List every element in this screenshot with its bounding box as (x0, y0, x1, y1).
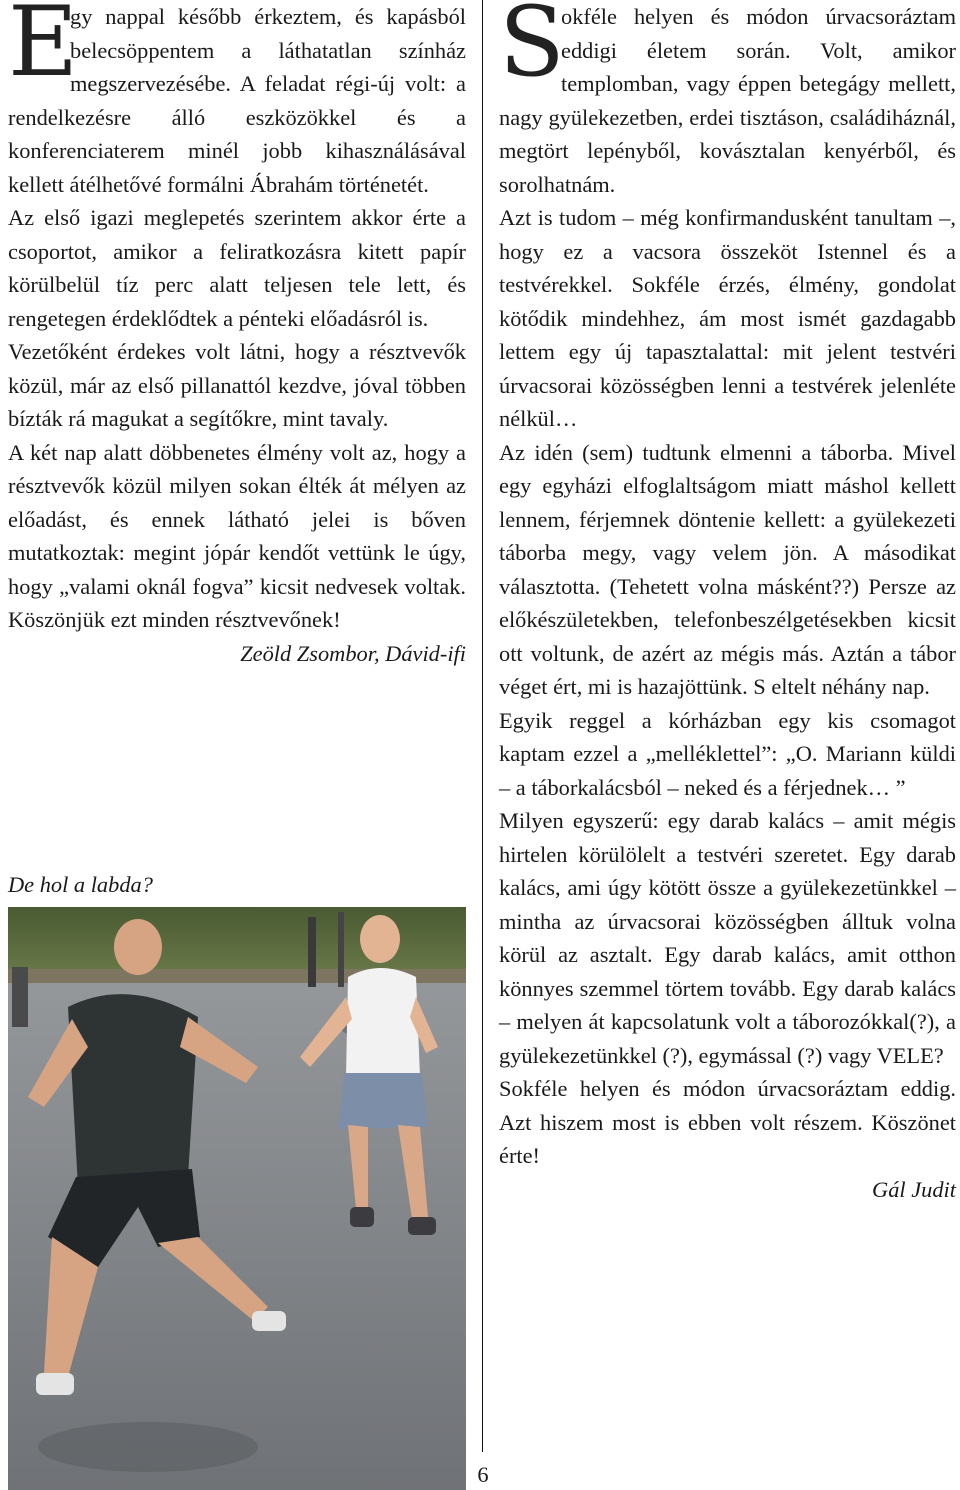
column-divider (482, 0, 483, 1452)
left-paragraph-4: A két nap alatt döbbenetes élmény volt az, hogy a résztvevők közül milyen sokan élték át mélyen az előadást, és ennek látható jelei is bőven mutatkoztak: megint jópár kendőt vettünk le úgy, hogy „valami oknál fogva” kicsit nedvesek voltak. Köszönjük ezt minden résztvevőnek! (8, 439, 466, 632)
right-paragraph-4: Egyik reggel a kórházban egy kis csomagot kaptam ezzel a „melléklettel”: „O. Mariann küldi – a táborkalácsból – neked és a férjednek… ” (499, 707, 956, 800)
right-signature: Gál Judit (872, 1176, 956, 1202)
drop-cap-left: E (8, 0, 79, 98)
left-paragraph-3: Vezetőként érdekes volt látni, hogy a résztvevők közül, már az első pillanattól kezdve, jóval többen bízták rá magukat a segítőkre, mint tavaly. (8, 339, 466, 431)
left-article (8, 0, 466, 670)
right-paragraph-3: Az idén (sem) tudtunk elmenni a táborba. Mivel egy egyházi elfoglaltságom miatt máshol kellett lennem, férjemnek döntenie kellett: a gyülekezeti táborba megy, vagy velem jön. A másodikat választotta. (Tehetett volna másként??) Persze az előkészületekben, telefonbeszélgetésekben kicsit ott voltunk, de azért az mégis más. Aztán a tábor véget ért, mi is hazajöttünk. S eltelt néhány nap. (499, 439, 956, 699)
left-paragraph-1: gy nappal később érkeztem, és kapásból belecsöppentem a láthatatlan színház megszervezésébe. A feladat régi-új volt: a rendelkezésre álló eszközökkel és a konferenciaterem minél jobb kihasználásával kellett átélhetővé formálni Ábrahám történetét. (8, 4, 466, 197)
page-number: 6 (477, 1462, 489, 1487)
football-photo (8, 907, 466, 1490)
drop-cap-right: S (499, 0, 565, 98)
photo-caption: De hol a labda? (8, 872, 153, 897)
left-signature: Zeöld Zsombor, Dávid-ifi (240, 640, 466, 666)
right-paragraph-1: okféle helyen és módon úrvacsoráztam eddigi életem során. Volt, amikor templomban, vagy éppen betegágy mellett, nagy gyülekezetben, erdei tisztáson, családiháznál, megtört lepényből, kovásztalan kenyérből, és sorolhatnám. (499, 4, 956, 197)
right-paragraph-5: Milyen egyszerű: egy darab kalács – amit mégis hirtelen körülölelt a testvéri szeretet. Egy darab kalács, ami úgy kötött össze a gyülekezetünkkel – mintha az úrvacsorai közösségben álltuk volna körül az asztalt. Egy darab kalács, amit otthon könnyes szemmel törtem tovább. Egy darab kalács – melyen át kapcsolatunk volt a táborozókkal(?), a gyülekezetünkkel (?), egymással (?) vagy VELE? (499, 808, 956, 1068)
right-paragraph-6: Sokféle helyen és módon úrvacsoráztam eddig. Azt hiszem most is ebben volt részem. Köszönet érte! (499, 1076, 956, 1168)
right-article (499, 0, 956, 1206)
left-paragraph-2: Az első igazi meglepetés szerintem akkor érte a csoportot, amikor a feliratkozásra kitett papír körülbelül tíz perc alatt teljesen tele lett, és rengetegen érdeklődtek a pénteki előadásról is. (8, 205, 466, 331)
right-paragraph-2: Azt is tudom – még konfirmandusként tanultam –, hogy ez a vacsora összeköt Istennel és a testvérekkel. Sokféle érzés, élmény, gondolat kötődik mindehhez, ám most ismét gazdagabb lettem egy új tapasztalattal: mit jelent testvéri úrvacsorai közösségben lenni a testvérek jelenléte nélkül… (499, 205, 956, 431)
